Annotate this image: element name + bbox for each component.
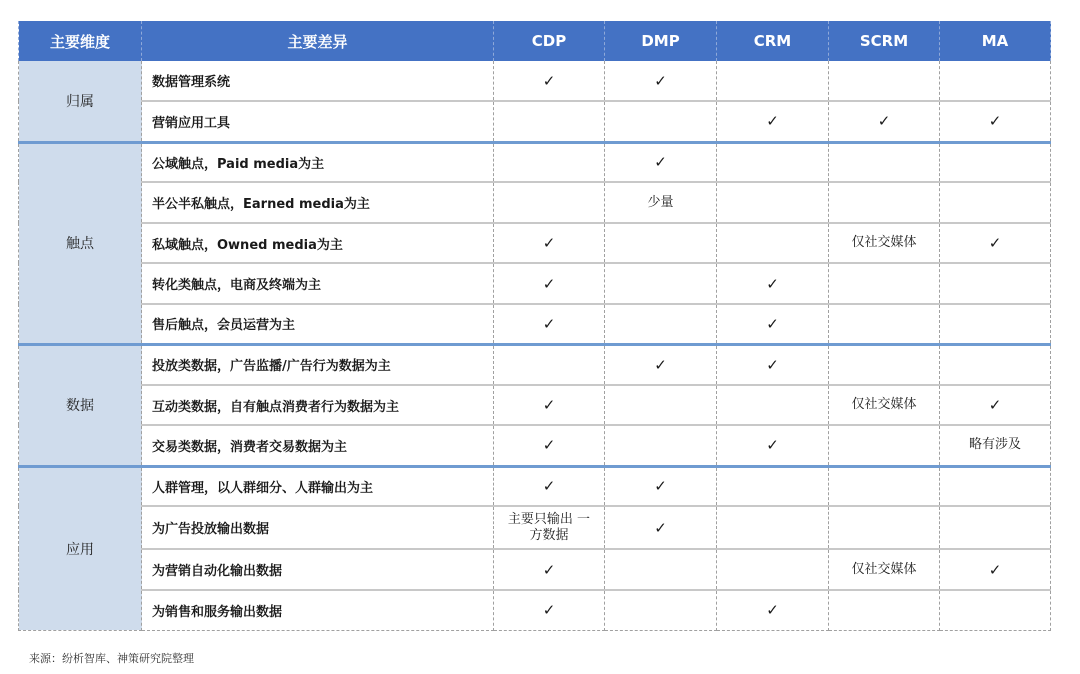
cell-dmp bbox=[605, 61, 717, 101]
table-row bbox=[19, 344, 1051, 385]
cell-crm bbox=[717, 549, 829, 590]
cell-dmp bbox=[605, 304, 717, 344]
cell-dmp bbox=[605, 425, 717, 466]
cell-cdp bbox=[494, 304, 605, 344]
checkmark-icon: ✓ bbox=[542, 314, 556, 333]
table-row bbox=[19, 304, 1051, 344]
cell-ma bbox=[940, 263, 1051, 304]
table-row bbox=[19, 142, 1051, 182]
cell-scrm bbox=[829, 385, 940, 425]
cell-cdp bbox=[494, 549, 605, 590]
cell-scrm bbox=[829, 590, 940, 630]
cell-ma bbox=[940, 549, 1051, 590]
cell-dmp bbox=[605, 142, 717, 182]
checkmark-icon: ✓ bbox=[877, 112, 891, 131]
table-row bbox=[19, 101, 1051, 142]
checkmark-icon: ✓ bbox=[654, 355, 667, 374]
cell-scrm bbox=[829, 506, 940, 549]
cell-cdp bbox=[494, 61, 605, 101]
cell-dmp bbox=[605, 223, 717, 263]
cell-ma bbox=[940, 101, 1051, 142]
checkmark-icon: ✓ bbox=[988, 112, 1002, 131]
cell-cdp bbox=[494, 182, 605, 223]
cell-ma bbox=[940, 344, 1051, 385]
cell-note: 仅社交媒体 bbox=[851, 561, 917, 577]
cell-crm bbox=[717, 182, 829, 223]
header-ma: MA bbox=[940, 21, 1051, 61]
cell-dmp bbox=[605, 466, 717, 506]
cell-note: 主要只输出 一方数据 bbox=[507, 511, 591, 543]
table-row bbox=[19, 466, 1051, 506]
table-row bbox=[19, 223, 1051, 263]
difference-cell: 私域触点，Owned media为主 bbox=[142, 223, 494, 263]
cell-crm bbox=[717, 61, 829, 101]
cell-scrm bbox=[829, 142, 940, 182]
header-scrm: SCRM bbox=[829, 21, 940, 61]
dimension-cell: 数据 bbox=[19, 344, 142, 466]
cell-ma bbox=[940, 142, 1051, 182]
checkmark-icon: ✓ bbox=[542, 601, 556, 620]
difference-cell: 人群管理，以人群细分、人群输出为主 bbox=[142, 466, 494, 506]
cell-crm bbox=[717, 304, 829, 344]
cell-cdp bbox=[494, 142, 605, 182]
cell-ma bbox=[940, 506, 1051, 549]
cell-scrm bbox=[829, 61, 940, 101]
cell-crm bbox=[717, 425, 829, 466]
table-row bbox=[19, 549, 1051, 590]
cell-note: 仅社交媒体 bbox=[851, 397, 917, 412]
cell-note: 仅社交媒体 bbox=[851, 235, 917, 250]
cell-dmp bbox=[605, 385, 717, 425]
table-row bbox=[19, 506, 1051, 549]
cell-crm bbox=[717, 506, 829, 549]
checkmark-icon: ✓ bbox=[654, 477, 667, 496]
table-row bbox=[19, 590, 1051, 630]
cell-scrm bbox=[829, 263, 940, 304]
checkmark-icon: ✓ bbox=[542, 477, 556, 496]
difference-cell: 互动类数据，自有触点消费者行为数据为主 bbox=[142, 385, 494, 425]
cell-cdp bbox=[494, 506, 605, 549]
checkmark-icon: ✓ bbox=[654, 153, 667, 172]
table-row bbox=[19, 61, 1051, 101]
cell-cdp bbox=[494, 223, 605, 263]
cell-cdp bbox=[494, 590, 605, 630]
cell-note: 少量 bbox=[647, 194, 674, 210]
difference-cell: 营销应用工具 bbox=[142, 101, 494, 142]
header-cdp: CDP bbox=[494, 21, 605, 61]
checkmark-icon: ✓ bbox=[654, 518, 667, 537]
comparison-table bbox=[18, 21, 1051, 631]
header-crm: CRM bbox=[717, 21, 829, 61]
checkmark-icon: ✓ bbox=[654, 71, 667, 90]
cell-scrm bbox=[829, 101, 940, 142]
checkmark-icon: ✓ bbox=[542, 436, 556, 455]
cell-dmp bbox=[605, 549, 717, 590]
table-row bbox=[19, 263, 1051, 304]
checkmark-icon: ✓ bbox=[766, 112, 779, 131]
checkmark-icon: ✓ bbox=[766, 314, 779, 333]
source-note: 来源：纷析智库、神策研究院整理 bbox=[29, 652, 194, 665]
cell-dmp bbox=[605, 590, 717, 630]
cell-crm bbox=[717, 385, 829, 425]
table-row bbox=[19, 425, 1051, 466]
cell-ma bbox=[940, 182, 1051, 223]
cell-ma bbox=[940, 304, 1051, 344]
cell-crm bbox=[717, 590, 829, 630]
cell-ma bbox=[940, 385, 1051, 425]
dimension-cell: 应用 bbox=[19, 466, 142, 630]
cell-scrm bbox=[829, 223, 940, 263]
cell-crm bbox=[717, 263, 829, 304]
checkmark-icon: ✓ bbox=[988, 234, 1002, 252]
dimension-cell: 触点 bbox=[19, 142, 142, 344]
difference-cell: 为广告投放输出数据 bbox=[142, 506, 494, 549]
checkmark-icon: ✓ bbox=[766, 274, 779, 293]
cell-scrm bbox=[829, 549, 940, 590]
header-row bbox=[19, 21, 1051, 61]
checkmark-icon: ✓ bbox=[542, 396, 556, 414]
cell-dmp bbox=[605, 344, 717, 385]
cell-scrm bbox=[829, 344, 940, 385]
cell-note: 略有涉及 bbox=[968, 437, 1021, 453]
cell-dmp bbox=[605, 263, 717, 304]
cell-crm bbox=[717, 344, 829, 385]
difference-cell: 投放类数据，广告监播/广告行为数据为主 bbox=[142, 344, 494, 385]
checkmark-icon: ✓ bbox=[766, 601, 779, 620]
cell-ma bbox=[940, 223, 1051, 263]
checkmark-icon: ✓ bbox=[542, 71, 556, 90]
cell-cdp bbox=[494, 263, 605, 304]
checkmark-icon: ✓ bbox=[766, 436, 779, 455]
cell-cdp bbox=[494, 344, 605, 385]
cell-dmp bbox=[605, 101, 717, 142]
checkmark-icon: ✓ bbox=[988, 560, 1002, 579]
difference-cell: 为营销自动化输出数据 bbox=[142, 549, 494, 590]
header-dmp: DMP bbox=[605, 21, 717, 61]
cell-scrm bbox=[829, 182, 940, 223]
cell-ma bbox=[940, 590, 1051, 630]
cell-cdp bbox=[494, 385, 605, 425]
checkmark-icon: ✓ bbox=[542, 234, 556, 252]
checkmark-icon: ✓ bbox=[542, 560, 556, 579]
cell-crm bbox=[717, 466, 829, 506]
cell-ma bbox=[940, 466, 1051, 506]
checkmark-icon: ✓ bbox=[766, 355, 779, 374]
checkmark-icon: ✓ bbox=[988, 396, 1002, 414]
cell-scrm bbox=[829, 304, 940, 344]
cell-crm bbox=[717, 223, 829, 263]
cell-crm bbox=[717, 142, 829, 182]
difference-cell: 为销售和服务输出数据 bbox=[142, 590, 494, 630]
cell-cdp bbox=[494, 425, 605, 466]
difference-cell: 转化类触点，电商及终端为主 bbox=[142, 263, 494, 304]
cell-scrm bbox=[829, 466, 940, 506]
header-dimension: 主要维度 bbox=[19, 21, 142, 61]
cell-ma bbox=[940, 425, 1051, 466]
dimension-cell: 归属 bbox=[19, 61, 142, 142]
cell-dmp bbox=[605, 506, 717, 549]
difference-cell: 半公半私触点，Earned media为主 bbox=[142, 182, 494, 223]
difference-cell: 公域触点，Paid media为主 bbox=[142, 142, 494, 182]
difference-cell: 售后触点，会员运营为主 bbox=[142, 304, 494, 344]
header-difference: 主要差异 bbox=[142, 21, 494, 61]
cell-scrm bbox=[829, 425, 940, 466]
cell-cdp bbox=[494, 466, 605, 506]
table-row bbox=[19, 182, 1051, 223]
cell-cdp bbox=[494, 101, 605, 142]
difference-cell: 数据管理系统 bbox=[142, 61, 494, 101]
difference-cell: 交易类数据，消费者交易数据为主 bbox=[142, 425, 494, 466]
checkmark-icon: ✓ bbox=[542, 274, 556, 293]
cell-ma bbox=[940, 61, 1051, 101]
table-row bbox=[19, 385, 1051, 425]
cell-crm bbox=[717, 101, 829, 142]
cell-dmp bbox=[605, 182, 717, 223]
